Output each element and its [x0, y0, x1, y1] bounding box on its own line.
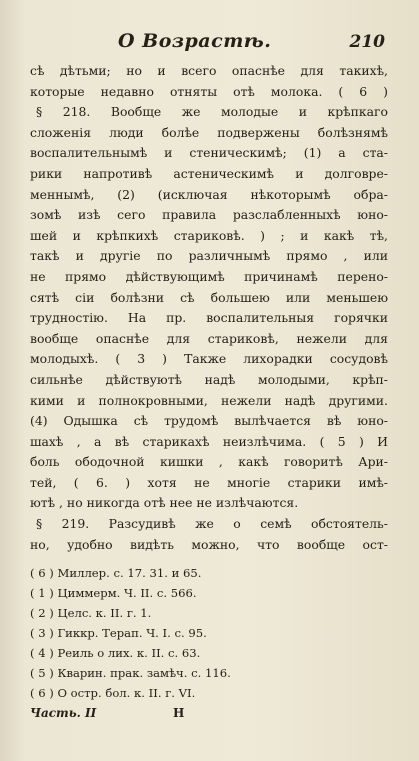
body-text	[30, 61, 388, 555]
text-line: воспалительнымѣ и стеническимѣ; (1) а ста-	[30, 145, 388, 161]
text-line: кими и полнокровными, нежели надѣ другими.	[30, 392, 388, 408]
text-line: вообще опаснѣе для стариковѣ, нежели для	[30, 330, 388, 346]
text-line: трудностію. На пр. воспалительныя горячки	[30, 310, 388, 326]
footnote: ( 3 ) Гиккр. Терап. Ч. I. с. 95.	[30, 626, 207, 640]
sheet-mark: Н	[173, 706, 185, 720]
footnote: ( 1 ) Циммерм. Ч. II. с. 566.	[30, 586, 197, 600]
text-line: сильнѣе дѣйствуютѣ надѣ молодыми, крѣп-	[30, 371, 388, 387]
text-line: (4) Одышка сѣ трудомѣ вылѣчается вѣ юно-	[30, 413, 388, 429]
page-header	[0, 30, 419, 58]
footnote: ( 5 ) Кварин. прак. замѣч. с. 116.	[30, 666, 231, 680]
text-line: боль ободочной кишки , какѣ говоритѣ Ари-	[30, 454, 388, 470]
footnotes	[30, 563, 388, 723]
running-head: О Возрастѣ.	[118, 30, 272, 52]
text-line: молодыхѣ. ( 3 ) Также лихорадки сосудовѣ	[30, 351, 388, 367]
text-line: § 219. Разсудивѣ же о семѣ обстоятель-	[36, 516, 388, 532]
text-line: такѣ и другіе по различнымѣ прямо , или	[30, 248, 388, 264]
footnote: ( 2 ) Целс. к. II. г. 1.	[30, 606, 152, 620]
text-line: сложенія люди болѣе подвержены болѣзнямѣ	[30, 124, 388, 140]
part-label: Часть. II	[30, 706, 97, 720]
text-line: но, удобно видѣть можно, что вообще ост-	[30, 536, 388, 552]
text-line: шей и крѣпкихѣ стариковѣ. ) ; и какѣ тѣ,	[30, 227, 388, 243]
text-line: § 218. Вообще же молодые и крѣпкаго	[36, 104, 388, 120]
footnote: ( 6 ) Миллер. с. 17. 31. и 65.	[30, 566, 202, 580]
text-line: тей, ( 6. ) хотя не многіе старики имѣ-	[30, 474, 388, 490]
text-line: шахѣ , а вѣ старикахѣ неизлѣчима. ( 5 ) И	[30, 433, 388, 449]
page-number: 210	[349, 32, 385, 52]
text-line: которые недавно отняты отѣ молока. ( 6 )	[30, 83, 388, 99]
footnote: ( 6 ) О остр. бол. к. II. г. VI.	[30, 686, 196, 700]
footnote: ( 4 ) Реиль о лих. к. II. с. 63.	[30, 646, 201, 660]
text-line: рики напротивѣ астеническимѣ и долговре-	[30, 165, 388, 181]
text-line: ютѣ , но никогда отѣ нее не излѣчаются.	[30, 495, 299, 511]
text-line: зомѣ изѣ сего правила разслабленныхѣ юно-	[30, 207, 388, 223]
text-line: не прямо дѣйствующимѣ причинамѣ перено-	[30, 268, 388, 284]
text-line: сятѣ сіи болѣзни сѣ большею или меньшею	[30, 289, 388, 305]
text-line: сѣ дѣтьми; но и всего опаснѣе для такихѣ,	[30, 63, 388, 78]
signature-line	[30, 703, 388, 723]
text-line: меннымѣ, (2) (исключая нѣкоторымѣ обра-	[30, 186, 388, 202]
